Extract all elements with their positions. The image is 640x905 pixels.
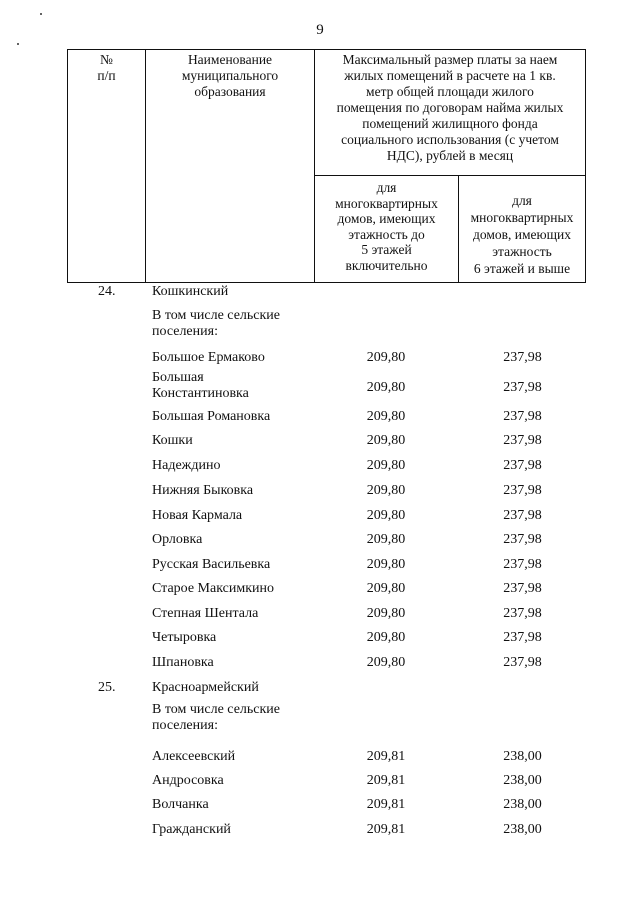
row-value-up-to-5: 209,80	[366, 557, 406, 572]
row-value-6-plus: 237,98	[503, 581, 542, 596]
section-sub-label: В том числе сельские поселения:	[152, 308, 281, 339]
header-sub-up-to-5: для многоквартирных домов, имеющих этажность до 5 этажей включительно	[335, 180, 438, 273]
row-value-6-plus: 237,98	[503, 655, 542, 670]
row-value-up-to-5: 209,80	[366, 532, 406, 547]
row-name: Большая Романовка	[152, 409, 271, 424]
row-value-6-plus: 237,98	[503, 630, 542, 645]
header-col-number: № п/п	[97, 52, 116, 83]
row-value-up-to-5: 209,80	[366, 409, 406, 424]
row-name: Новая Кармала	[152, 508, 243, 523]
row-value-up-to-5: 209,80	[366, 350, 406, 365]
row-value-6-plus: 237,98	[503, 606, 542, 621]
row-value-up-to-5: 209,80	[366, 630, 406, 645]
section-sub-label: В том числе сельские поселения:	[152, 702, 281, 733]
section-name: Кошкинский	[152, 284, 229, 299]
row-value-6-plus: 238,00	[503, 749, 542, 764]
row-value-up-to-5: 209,80	[366, 458, 406, 473]
row-value-up-to-5: 209,81	[366, 773, 406, 788]
header-sub-6-and-above: для многоквартирных домов, имеющих этажность 6 этажей и выше	[470, 193, 574, 276]
row-value-up-to-5: 209,80	[366, 483, 406, 498]
row-value-6-plus: 238,00	[503, 773, 542, 788]
section-name: Красноармейский	[152, 680, 259, 695]
row-name: Степная Шентала	[152, 606, 259, 621]
row-name: Большая Константиновка	[152, 370, 249, 401]
row-name: Орловка	[152, 532, 203, 547]
header-left-border	[67, 49, 68, 283]
row-value-6-plus: 237,98	[503, 483, 542, 498]
row-name: Четыровка	[152, 630, 217, 645]
section-number: 24.	[98, 284, 116, 299]
row-name: Гражданский	[152, 822, 231, 837]
row-value-up-to-5: 209,80	[366, 508, 406, 523]
row-name: Кошки	[152, 433, 193, 448]
row-value-up-to-5: 209,80	[366, 380, 406, 395]
row-name: Нижняя Быковка	[152, 483, 254, 498]
row-value-up-to-5: 209,80	[366, 433, 406, 448]
row-value-6-plus: 237,98	[503, 350, 542, 365]
row-value-up-to-5: 209,80	[366, 581, 406, 596]
row-name: Большое Ермаково	[152, 350, 265, 365]
row-name: Алексеевский	[152, 749, 236, 764]
row-value-6-plus: 237,98	[503, 557, 542, 572]
row-value-up-to-5: 209,81	[366, 749, 406, 764]
row-value-up-to-5: 209,80	[366, 655, 406, 670]
row-value-up-to-5: 209,81	[366, 797, 406, 812]
header-right-border	[585, 49, 586, 283]
row-value-6-plus: 238,00	[503, 797, 542, 812]
header-mid-border	[314, 175, 585, 176]
row-name: Русская Васильевка	[152, 557, 271, 572]
row-name: Волчанка	[152, 797, 209, 812]
row-name: Надеждино	[152, 458, 221, 473]
row-value-up-to-5: 209,80	[366, 606, 406, 621]
row-value-6-plus: 237,98	[503, 380, 542, 395]
row-value-6-plus: 237,98	[503, 458, 542, 473]
scan-speck	[17, 43, 19, 45]
header-col-max-rent: Максимальный размер платы за наем жилых помещений в расчете на 1 кв. метр общей площади жилого помещения по договорам найма жилых помещений жилищного фонда социального использования (с учетом НДС), рублей в месяц	[336, 52, 564, 163]
row-value-6-plus: 237,98	[503, 409, 542, 424]
header-col-name: Наименование муниципального образования	[181, 52, 279, 99]
row-name: Старое Максимкино	[152, 581, 275, 596]
page-number: 9	[316, 22, 324, 38]
row-value-6-plus: 238,00	[503, 822, 542, 837]
row-value-6-plus: 237,98	[503, 433, 542, 448]
row-name: Андросовка	[152, 773, 224, 788]
row-value-6-plus: 237,98	[503, 508, 542, 523]
row-value-up-to-5: 209,81	[366, 822, 406, 837]
section-number: 25.	[98, 680, 116, 695]
row-value-6-plus: 237,98	[503, 532, 542, 547]
scan-speck	[40, 13, 42, 15]
row-name: Шпановка	[152, 655, 214, 670]
